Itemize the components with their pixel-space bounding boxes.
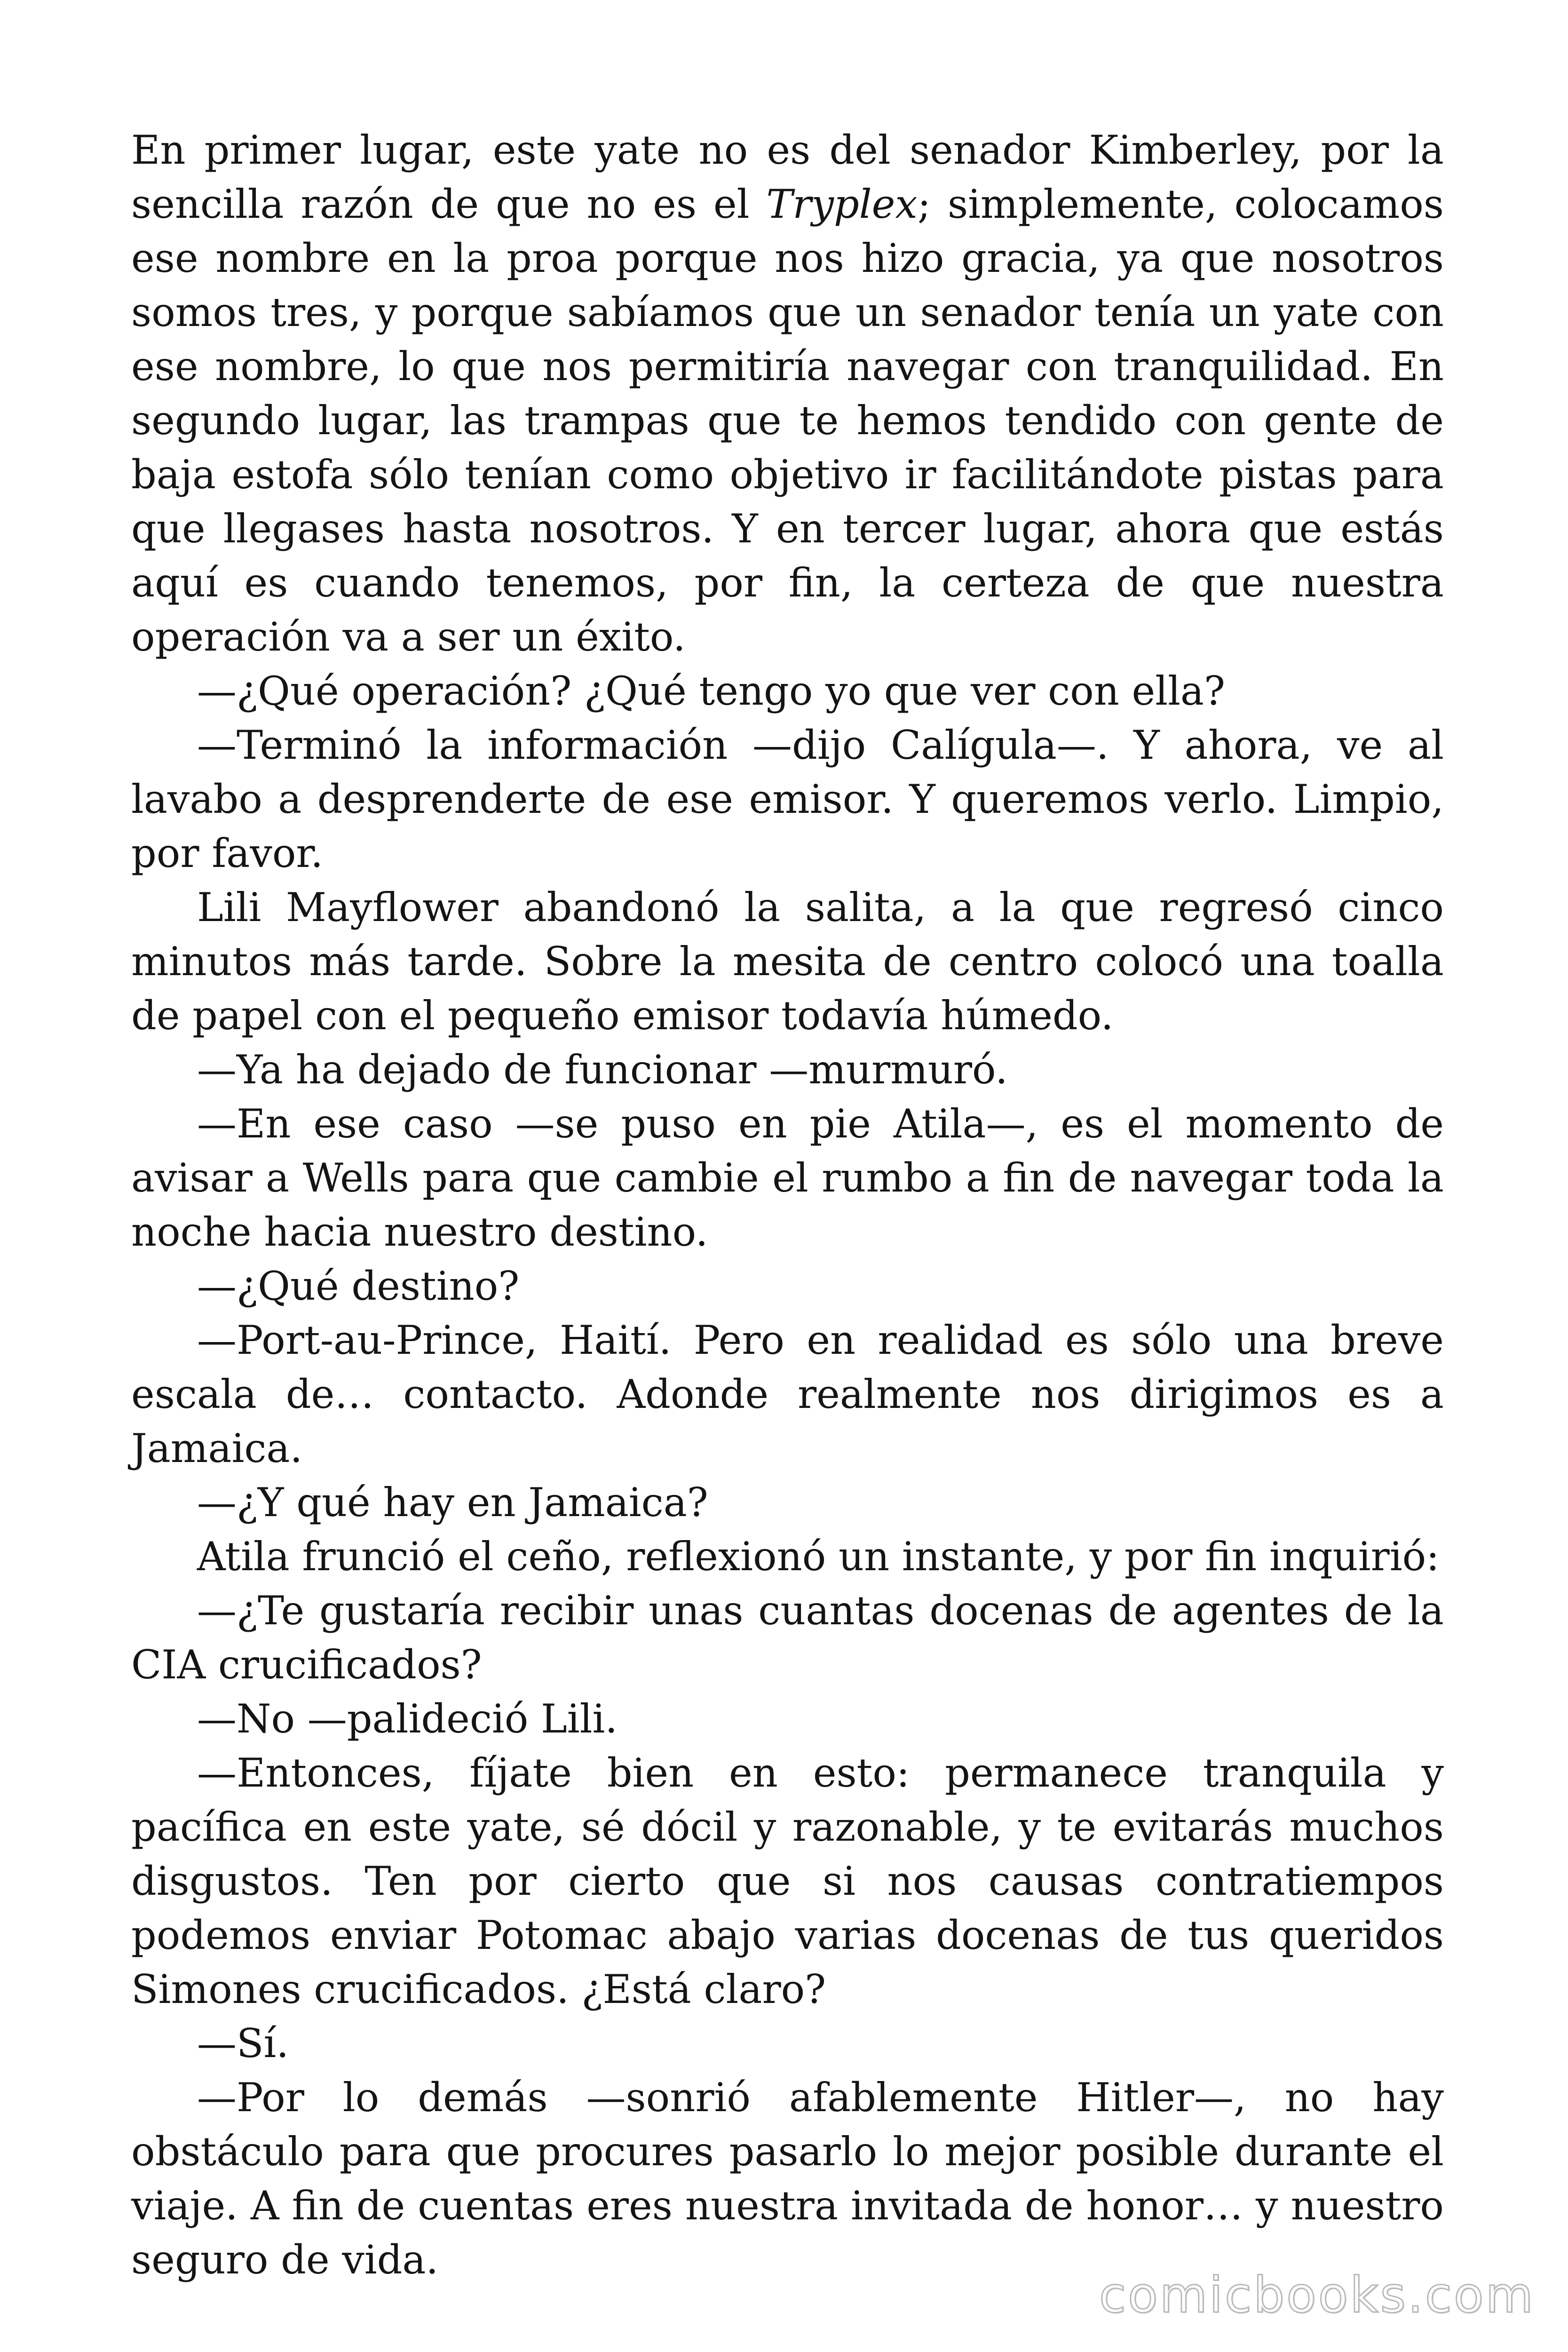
dialogue-line: —Entonces, fíjate bien en esto: permanece tranquila y pacífica en este yate, sé dócil y razonable, y te evitarás muchos disgustos. Ten por cierto que si nos causas contratiempos podemos enviar Potomac abajo varias docenas de tus queridos Simones crucificados. ¿Está claro? — [131, 1750, 1444, 2012]
book-page-body — [131, 123, 1444, 2287]
dialogue-line: —¿Qué destino? — [197, 1263, 520, 1309]
dialogue-line: —¿Qué operación? ¿Qué tengo yo que ver con ella? — [197, 668, 1226, 714]
dialogue-line: —Port-au-Prince, Haití. Pero en realidad es sólo una breve escala de… contacto. Adonde realmente nos dirigimos es a Jamaica. — [131, 1317, 1444, 1471]
dialogue-line: —¿Y qué hay en Jamaica? — [197, 1479, 708, 1526]
dialogue-line: —Por lo demás —sonrió afablemente Hitler—, no hay obstáculo para que procures pasarlo lo mejor posible durante el viaje. A fin de cuentas eres nuestra invitada de honor… y nuestro seguro de vida. — [131, 2074, 1444, 2283]
dialogue-line: —No —palideció Lili. — [197, 1696, 618, 1742]
paragraph-text: En primer lugar, este yate no es del senador Kimberley, por la sencilla razón de que no es el — [131, 127, 1444, 227]
dialogue-line: —Ya ha dejado de funcionar —murmuró. — [197, 1047, 1008, 1093]
dialogue-line: —¿Te gustaría recibir unas cuantas docenas de agentes de la CIA crucificados? — [131, 1588, 1444, 1688]
watermark-text: comicbooks.com — [1099, 2266, 1535, 2324]
narrative-paragraph: Lili Mayflower abandonó la salita, a la que regresó cinco minutos más tarde. Sobre la mesita de centro colocó una toalla de papel con el pequeño emisor todavía húmedo. — [131, 884, 1444, 1039]
yacht-name-italic: Tryplex — [766, 181, 918, 227]
dialogue-line: —En ese caso —se puso en pie Atila—, es el momento de avisar a Wells para que cambie el rumbo a fin de navegar toda la noche hacia nuestro destino. — [131, 1101, 1444, 1255]
dialogue-line: —Sí. — [197, 2020, 289, 2066]
paragraph-yacht-explanation — [131, 123, 1444, 664]
narrative-paragraph: Atila frunció el ceño, reflexionó un instante, y por fin inquirió: — [197, 1534, 1440, 1580]
paragraph-text: ; simplemente, colocamos ese nombre en la proa porque nos hizo gracia, ya que nosotros somos tres, y porque sabíamos que un senador tenía un yate con ese nombre, lo que nos permitiría navegar con tranquilidad. En segundo lugar, las trampas que te hemos tendido con gente de baja estofa sólo tenían como objetivo ir facilitándote pistas para que llegases hasta nosotros. Y en tercer lugar, ahora que estás aquí es cuando tenemos, por fin, la certeza de que nuestra operación va a ser un éxito. — [131, 181, 1444, 660]
dialogue-line: —Terminó la información —dijo Calígula—. Y ahora, ve al lavabo a desprenderte de ese emisor. Y queremos verlo. Limpio, por favor. — [131, 722, 1444, 876]
